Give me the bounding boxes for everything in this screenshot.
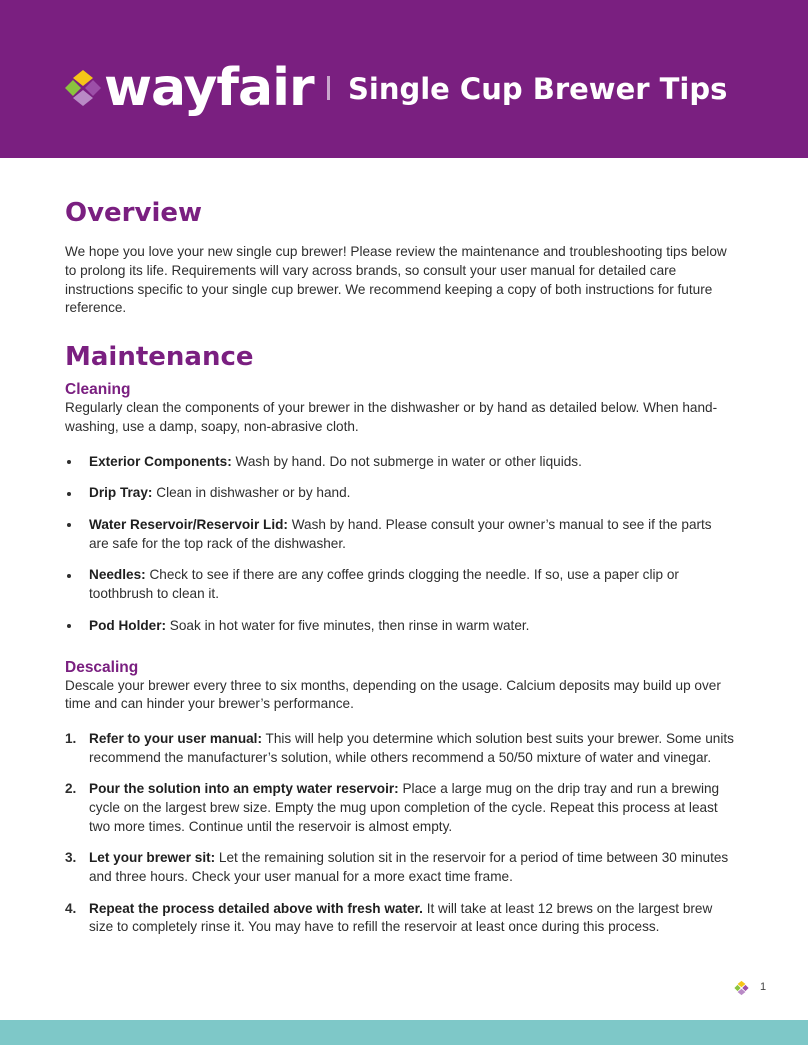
list-item [65,617,735,636]
step-item [65,900,735,938]
document-body [65,196,735,950]
step-label: Let your brewer sit: [89,850,216,866]
step-number: 4. [65,900,77,916]
list-item-text: Check to see if there are any coffee grinds clogging the needle. If so, use a paper clip or toothbrush to clean it. [89,567,679,602]
list-item [65,453,735,472]
step-label: Repeat the process detailed above with fresh water. [89,900,423,916]
list-item [65,484,735,503]
step-text: This will help you determine which solution best suits your brewer. Some units recommend the manufacturer’s solution, while others recommend a 50/50 mixture of water and vinegar. [89,731,734,765]
list-item-text: Soak in hot water for five minutes, then rinse in warm water. [166,617,530,633]
page-number: 1 [760,981,767,993]
step-item [65,780,735,836]
step-number: 1. [65,731,77,747]
wayfair-pinwheel-icon [64,68,102,108]
wayfair-pinwheel-small-icon [734,980,749,996]
list-item [65,566,735,604]
list-item-text: Wash by hand. Please consult your owner’s manual to see if the parts are safe for the top rack of the dishwasher. [89,516,712,551]
brand-wordmark: wayfair [104,58,314,118]
step-text: Let the remaining solution sit in the reservoir for a period of time between 30 minutes and three hours. Check your user manual for a more exact time frame. [89,850,729,885]
cleaning-heading: Cleaning [65,381,131,399]
header-divider [327,76,330,100]
list-item-label: Exterior Components: [89,453,232,469]
footer-bar [0,1020,808,1045]
step-text: Place a large mug on the drip tray and run a brewing cycle on the largest brew size. Empty the mug upon completion of the cycle. Repeat this process at least two more times. Continue until the reservoir is almost empty. [89,781,720,834]
list-item [65,516,735,554]
step-text: It will take at least 12 brews on the largest brew size to completely rinse it. You may have to refill the reservoir at least once during this process. [89,900,713,935]
maintenance-heading: Maintenance [65,342,254,373]
step-item [65,730,735,768]
step-label: Refer to your user manual: [89,731,262,747]
overview-heading: Overview [65,198,203,228]
step-number: 2. [65,781,77,797]
page-header [0,0,808,158]
page-title: Single Cup Brewer Tips [348,72,728,106]
overview-paragraph: We hope you love your new single cup brewer! Please review the maintenance and troubleshooting tips below to prolong its life. Requirements will vary across brands, so consult your user manual for detailed care instructions specific to your single cup brewer. We recommend keeping a copy of both instructions for future reference. [65,244,727,316]
descaling-heading: Descaling [65,658,139,676]
list-item-label: Pod Holder: [89,617,167,633]
cleaning-paragraph: Regularly clean the components of your brewer in the dishwasher or by hand as detailed below. When hand-washing, use a damp, soapy, non-abrasive cloth. [65,400,718,434]
descaling-steps [65,730,735,937]
cleaning-list [65,453,735,636]
list-item-text: Clean in dishwasher or by hand. [152,485,351,501]
list-item-label: Water Reservoir/Reservoir Lid: [89,516,288,532]
step-item [65,849,735,887]
list-item-label: Drip Tray: [89,485,153,501]
descaling-paragraph: Descale your brewer every three to six months, depending on the usage. Calcium deposits may build up over time and can hinder your brewer’s performance. [65,677,721,712]
step-number: 3. [65,850,77,866]
step-label: Pour the solution into an empty water reservoir: [89,781,399,797]
list-item-text: Wash by hand. Do not submerge in water or other liquids. [231,453,582,469]
wayfair-logo [64,60,314,116]
list-item-label: Needles: [89,567,146,583]
